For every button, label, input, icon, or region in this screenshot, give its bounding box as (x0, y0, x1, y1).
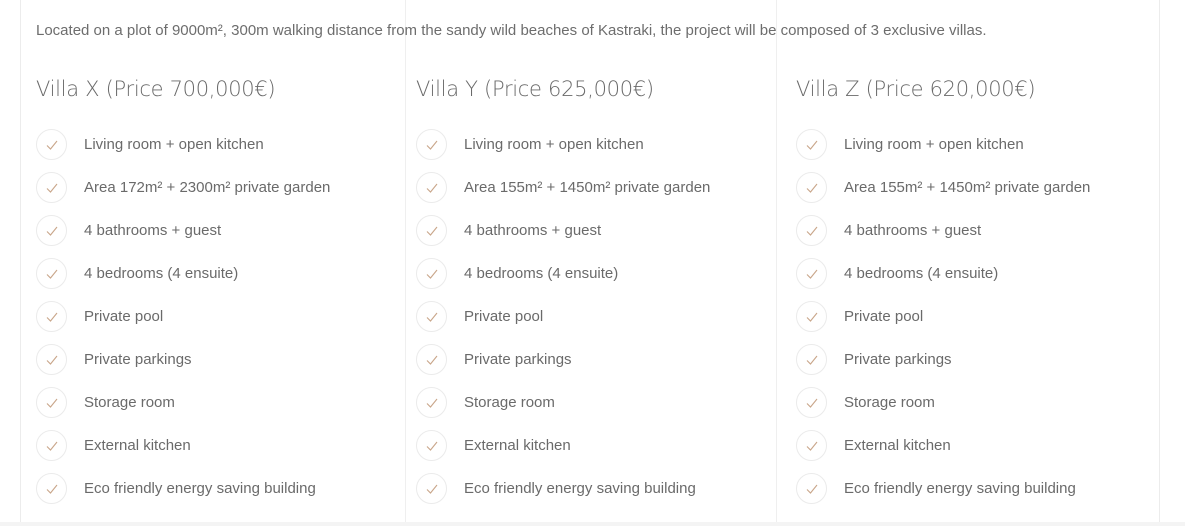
column-divider (776, 0, 777, 526)
feature-list (36, 123, 396, 510)
check-icon (796, 430, 827, 461)
villa-title: Villa Y (Price 625,000€) (416, 77, 654, 101)
check-icon (36, 172, 67, 203)
villa-z-column (796, 73, 1156, 510)
check-icon (416, 430, 447, 461)
intro-text: Located on a plot of 9000m², 300m walking distance from the sandy wild beaches of Kastraki, the project will be composed of 3 exclusive villas. (36, 22, 987, 39)
check-icon (796, 129, 827, 160)
feature-label: Private parkings (844, 351, 952, 368)
feature-label: 4 bathrooms + guest (464, 222, 602, 239)
list-item (796, 467, 1156, 510)
feature-label: External kitchen (84, 437, 191, 454)
list-item (796, 295, 1156, 338)
list-item (796, 252, 1156, 295)
feature-label: Storage room (84, 394, 175, 411)
list-item (36, 467, 396, 510)
feature-label: Private pool (84, 308, 164, 325)
feature-label: External kitchen (844, 437, 951, 454)
list-item (36, 424, 396, 467)
feature-label: Living room + open kitchen (844, 136, 1024, 153)
villa-title: Villa X (Price 700,000€) (36, 77, 276, 101)
list-item (796, 424, 1156, 467)
feature-label: 4 bedrooms (4 ensuite) (84, 265, 239, 282)
check-icon (416, 129, 447, 160)
list-item (796, 381, 1156, 424)
check-icon (36, 129, 67, 160)
column-divider (405, 0, 406, 526)
feature-label: Eco friendly energy saving building (844, 480, 1076, 497)
check-icon (416, 301, 447, 332)
list-item (416, 209, 776, 252)
check-icon (796, 258, 827, 289)
check-icon (36, 215, 67, 246)
feature-label: Private pool (844, 308, 924, 325)
check-icon (796, 301, 827, 332)
list-item (416, 295, 776, 338)
list-item (36, 209, 396, 252)
list-item (36, 381, 396, 424)
feature-label: Storage room (464, 394, 555, 411)
check-icon (36, 430, 67, 461)
list-item (36, 166, 396, 209)
feature-list (416, 123, 776, 510)
feature-label: 4 bathrooms + guest (84, 222, 222, 239)
page-bottom-edge (0, 522, 1185, 526)
feature-list (796, 123, 1156, 510)
check-icon (416, 387, 447, 418)
check-icon (416, 344, 447, 375)
check-icon (36, 258, 67, 289)
check-icon (36, 473, 67, 504)
list-item (796, 209, 1156, 252)
feature-label: 4 bedrooms (4 ensuite) (844, 265, 999, 282)
list-item (416, 467, 776, 510)
check-icon (416, 172, 447, 203)
villa-y-column (416, 73, 776, 510)
feature-label: 4 bedrooms (4 ensuite) (464, 265, 619, 282)
list-item (36, 338, 396, 381)
feature-label: Eco friendly energy saving building (84, 480, 316, 497)
check-icon (796, 473, 827, 504)
list-item (416, 166, 776, 209)
list-item (416, 338, 776, 381)
list-item (416, 252, 776, 295)
check-icon (796, 387, 827, 418)
feature-label: Living room + open kitchen (84, 136, 264, 153)
list-item (796, 338, 1156, 381)
feature-label: Area 172m² + 2300m² private garden (84, 179, 331, 196)
check-icon (36, 344, 67, 375)
list-item (796, 166, 1156, 209)
check-icon (416, 258, 447, 289)
check-icon (796, 215, 827, 246)
list-item (36, 295, 396, 338)
feature-label: 4 bathrooms + guest (844, 222, 982, 239)
list-item (416, 381, 776, 424)
check-icon (36, 301, 67, 332)
list-item (36, 123, 396, 166)
feature-label: Storage room (844, 394, 935, 411)
list-item (416, 424, 776, 467)
list-item (416, 123, 776, 166)
feature-label: Living room + open kitchen (464, 136, 644, 153)
check-icon (796, 344, 827, 375)
feature-label: Area 155m² + 1450m² private garden (464, 179, 711, 196)
check-icon (36, 387, 67, 418)
feature-label: Area 155m² + 1450m² private garden (844, 179, 1091, 196)
check-icon (416, 473, 447, 504)
feature-label: Private parkings (84, 351, 192, 368)
list-item (796, 123, 1156, 166)
feature-label: Private parkings (464, 351, 572, 368)
list-item (36, 252, 396, 295)
villa-x-column (36, 73, 396, 510)
feature-label: Private pool (464, 308, 544, 325)
feature-label: Eco friendly energy saving building (464, 480, 696, 497)
feature-label: External kitchen (464, 437, 571, 454)
check-icon (416, 215, 447, 246)
villa-title: Villa Z (Price 620,000€) (796, 77, 1036, 101)
check-icon (796, 172, 827, 203)
